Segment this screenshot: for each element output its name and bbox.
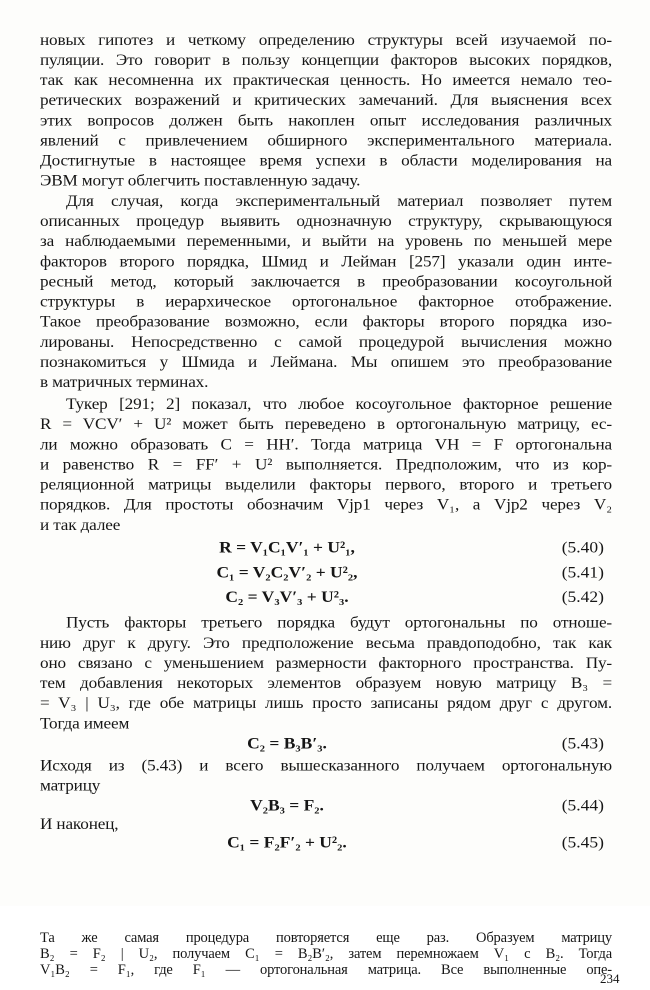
text-line: за наблюдаемыми переменными, и выйти на уровень по меньшей мере [40,232,612,250]
text-line: порядков. Для простоты обозначим Vjp1 через V₁, а Vjp2 через V₂ [40,495,612,514]
text-line: Достигнутые в настоящее время успехи в области моделирования на [40,151,612,170]
text-line: Тукер [291; 2] показал, что любое косоугольное факторное решение [66,395,612,413]
page-number: 234 [600,971,620,986]
text-line: ли можно образовать C = HH′. Тогда матрица VH = F ортогональна [40,435,612,453]
text-line: R = VCV′ + U² может быть переведено в ортогональную матрицу, ес- [40,415,612,433]
text-line: B₂ = F₂ | U₂, получаем C₁ = B₂B′₂, затем перемножаем V₁ с B₂. Тогда [40,946,612,962]
text-line: V₁B₂ = F₁, где F₁ — ортогональная матрица. Все выполненные опе- [40,962,612,978]
text-line: так как несомненна их практическая ценность. Но имеется немало тео- [40,71,612,89]
text-line: = V₃ | U₃, где обе матрицы лишь просто записаны рядом друг с другом. [40,694,612,712]
equation-formula: C₁ = F₂F′₂ + U²₂. [227,832,347,851]
text-line: Для случая, когда экспериментальный материал позволяет путем [66,192,612,210]
text-line: тем добавления некоторых элементов образуем новую матрицу B₃ = [40,674,612,692]
text-line: ЭВМ могут облегчить поставленную задачу. [40,172,361,190]
text-line: Такое преобразование возможно, если факторы второго порядка изо- [40,312,612,331]
text-line: оно связано с уменьшением размерности факторного пространства. Пу- [40,654,612,672]
text-line: новых гипотез и четкому определению структуры всей изучаемой по- [40,31,612,49]
equation-number: (5.43) [561,733,604,753]
equation-formula: C₂ = V₃V′₃ + U²₃. [225,587,349,606]
text-line: и равенство R = FF′ + U² выполняется. Предположим, что из кор- [40,455,612,474]
text-line: и так далее [40,516,121,534]
equation-formula: C₂ = B₃B′₃. [247,733,327,753]
equation-number: (5.40) [561,538,604,557]
text-line: явлений с привлечением обширного экспериментального материала. [40,131,612,150]
text-line: в матричных терминах. [40,373,209,391]
text-line: пуляции. Это говорит в пользу концепции факторов высоких порядков, [40,51,612,69]
text-line: структуры в иерархическое ортогональное факторное отображение. [40,292,612,311]
equation-formula: R = V₁C₁V′₁ + U²₁, [219,538,355,557]
text-line: этих вопросов должен быть накоплен опыт исследования различных [40,111,612,130]
text-line: описанных процедур выявить однозначную структуру, скрывающуюся [40,212,612,230]
equation-number: (5.44) [561,796,604,815]
text-line: ресный метод, который заключается в преобразовании косоугольной [40,272,612,291]
text-line: лированы. Непосредственно с самой процедурой вычисления можно [40,333,612,351]
text-line: факторов второго порядка, Шмид и Лейман [257] указали один инте- [40,252,612,270]
text-line: И наконец, [40,815,119,833]
equation-number: (5.41) [561,562,604,582]
text-line: познакомиться у Шмида и Леймана. Мы опишем это преобразование [40,353,612,371]
equation-formula: C₁ = V₂C₂V′₂ + U²₂, [216,562,358,582]
text-line: матрицу [40,776,101,795]
text-line: нию друг к другу. Это предположение весьма правдоподобно, так как [40,634,612,652]
text-line: Исходя из (5.43) и всего вышесказанного получаем ортогональную [40,756,612,775]
equation-formula: V₂B₃ = F₂. [250,796,324,815]
text-line: ретических возражений и критических замечаний. Для выяснения всех [40,91,612,109]
text-line: Тогда имеем [40,714,130,732]
equation-number: (5.42) [561,587,604,606]
text-line: Пусть факторы третьего порядка будут ортогональны по отноше- [66,613,612,632]
equation-number: (5.45) [561,832,604,851]
text-line: Та же самая процедура повторяется еще раз. Образуем матрицу [40,930,612,946]
text-line: реляционной матрицы выделили факторы первого, второго и третьего [40,475,612,494]
